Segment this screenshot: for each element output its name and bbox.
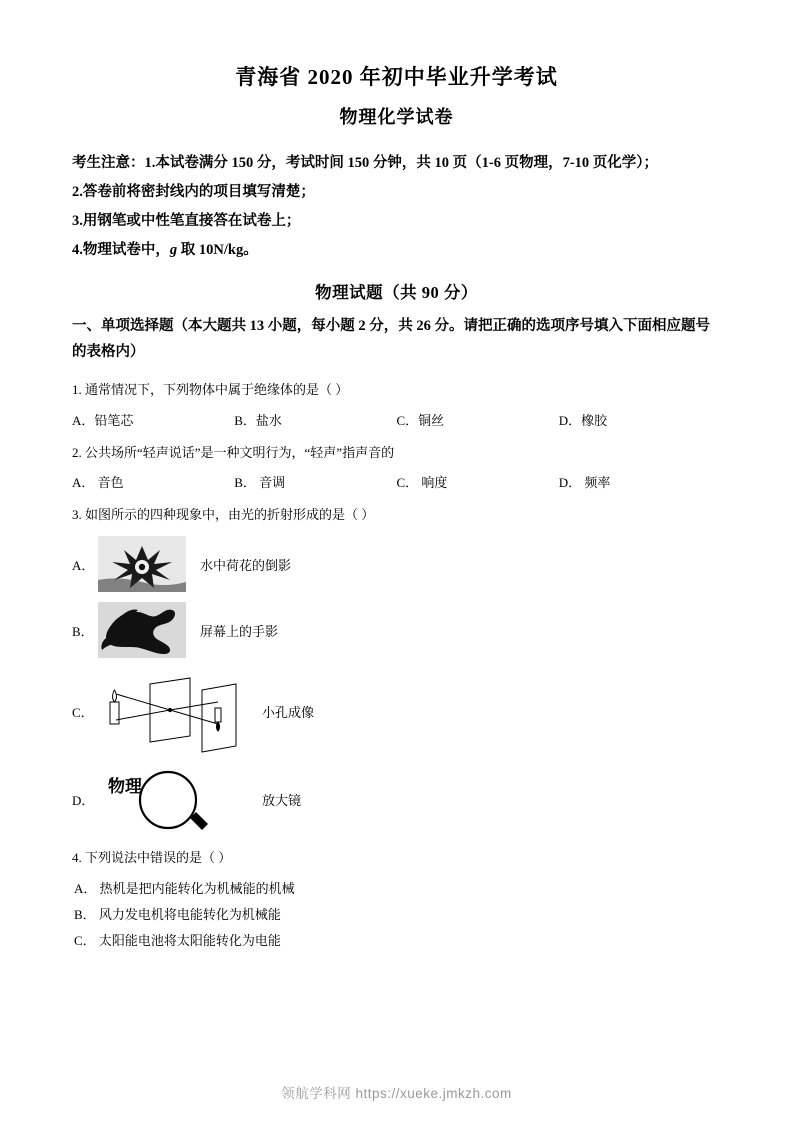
lotus-reflection-image [98, 536, 186, 592]
notice-line-4-tail: 取 10N/kg。 [177, 241, 258, 258]
notice-line-3: 3.用钢笔或中性笔直接答在试卷上； [72, 212, 301, 229]
question-4-option-c[interactable]: C． 太阳能电池将太阳能转化为电能 [74, 932, 281, 948]
notice-line-4 [72, 236, 721, 265]
gravity-symbol: g [169, 241, 178, 258]
question-4-number: 4. [72, 850, 82, 866]
question-2-text: 公共场所“轻声说话”是一种文明行为，“轻声”指声音的 [85, 444, 395, 460]
question-2-option-d[interactable]: D． 频率 [558, 474, 611, 490]
question-1-stem [72, 378, 721, 401]
question-3-option-a-caption: 水中荷花的倒影 [200, 557, 292, 573]
magnifier-inner-text: 物理 [108, 777, 142, 798]
question-2-option-b[interactable]: B． 音调 [234, 474, 286, 490]
question-3-stem [72, 503, 721, 526]
magnifier-diagram [98, 764, 248, 834]
question-1-options [72, 410, 721, 429]
question-3-option-c-label: C． [72, 704, 94, 720]
question-1-text: 通常情况下，下列物体中属于绝缘体的是（ ） [85, 382, 349, 398]
question-2-options [72, 472, 721, 491]
page-subtitle: 物理化学试卷 [339, 106, 454, 127]
question-1-option-c[interactable]: C．铜丝 [396, 412, 445, 428]
question-2-stem [72, 441, 721, 464]
question-3-option-d[interactable] [72, 764, 721, 834]
question-2-option-c[interactable]: C． 响度 [396, 474, 448, 490]
question-4-text: 下列说法中错误的是（ ） [85, 850, 232, 866]
notice-line-1: 考生注意：1.本试卷满分 150 分，考试时间 150 分钟，共 10 页（1-6 页物理，7-10 页化学）； [72, 154, 659, 171]
question-4-option-a[interactable]: A． 热机是把内能转化为机械能的机械 [74, 880, 295, 896]
question-1-option-d[interactable]: D．橡胶 [558, 412, 608, 428]
question-3-option-d-label: D． [72, 792, 95, 808]
notice-line-4-head: 4.物理试卷中， [72, 241, 170, 258]
notice-line-2: 2.答卷前将密封线内的项目填写清楚； [72, 183, 315, 200]
pinhole-imaging-diagram [98, 668, 248, 754]
question-3-option-b-label: B． [72, 623, 94, 639]
question-1-number: 1. [72, 382, 82, 398]
question-3-number: 3. [72, 506, 82, 522]
big-question-heading: 一、单项选择题（本大题共 13 小题，每小题 2 分，共 26 分。请把正确的选项序号填入下面相应题号的表格内） [72, 317, 710, 361]
watermark: 领航学科网 https://xueke.jmkzh.com [281, 1086, 512, 1101]
section-title: 物理试题（共 90 分） [315, 282, 478, 302]
question-2-number: 2. [72, 444, 82, 460]
question-1-option-a[interactable]: A．铅笔芯 [72, 412, 134, 428]
question-3-option-c[interactable] [72, 668, 721, 754]
exam-notice [72, 149, 721, 265]
question-3-option-a-label: A． [72, 557, 95, 573]
question-4-stem [72, 846, 721, 869]
question-3-option-b-caption: 屏幕上的手影 [200, 623, 279, 639]
question-1-option-b[interactable]: B．盐水 [234, 412, 282, 428]
question-3-option-b[interactable] [72, 602, 721, 658]
question-3-option-d-caption: 放大镜 [262, 792, 302, 808]
question-4-option-b[interactable]: B． 风力发电机将电能转化为机械能 [74, 906, 281, 922]
hand-shadow-image [98, 602, 186, 658]
question-3-option-c-caption: 小孔成像 [262, 704, 315, 720]
question-2-option-a[interactable]: A． 音色 [72, 474, 124, 490]
question-3-text: 如图所示的四种现象中，由光的折射形成的是（ ） [85, 506, 375, 522]
page-title: 青海省 2020 年初中毕业升学考试 [235, 65, 558, 89]
question-3-option-a[interactable] [72, 536, 721, 592]
question-4-options [72, 876, 721, 954]
